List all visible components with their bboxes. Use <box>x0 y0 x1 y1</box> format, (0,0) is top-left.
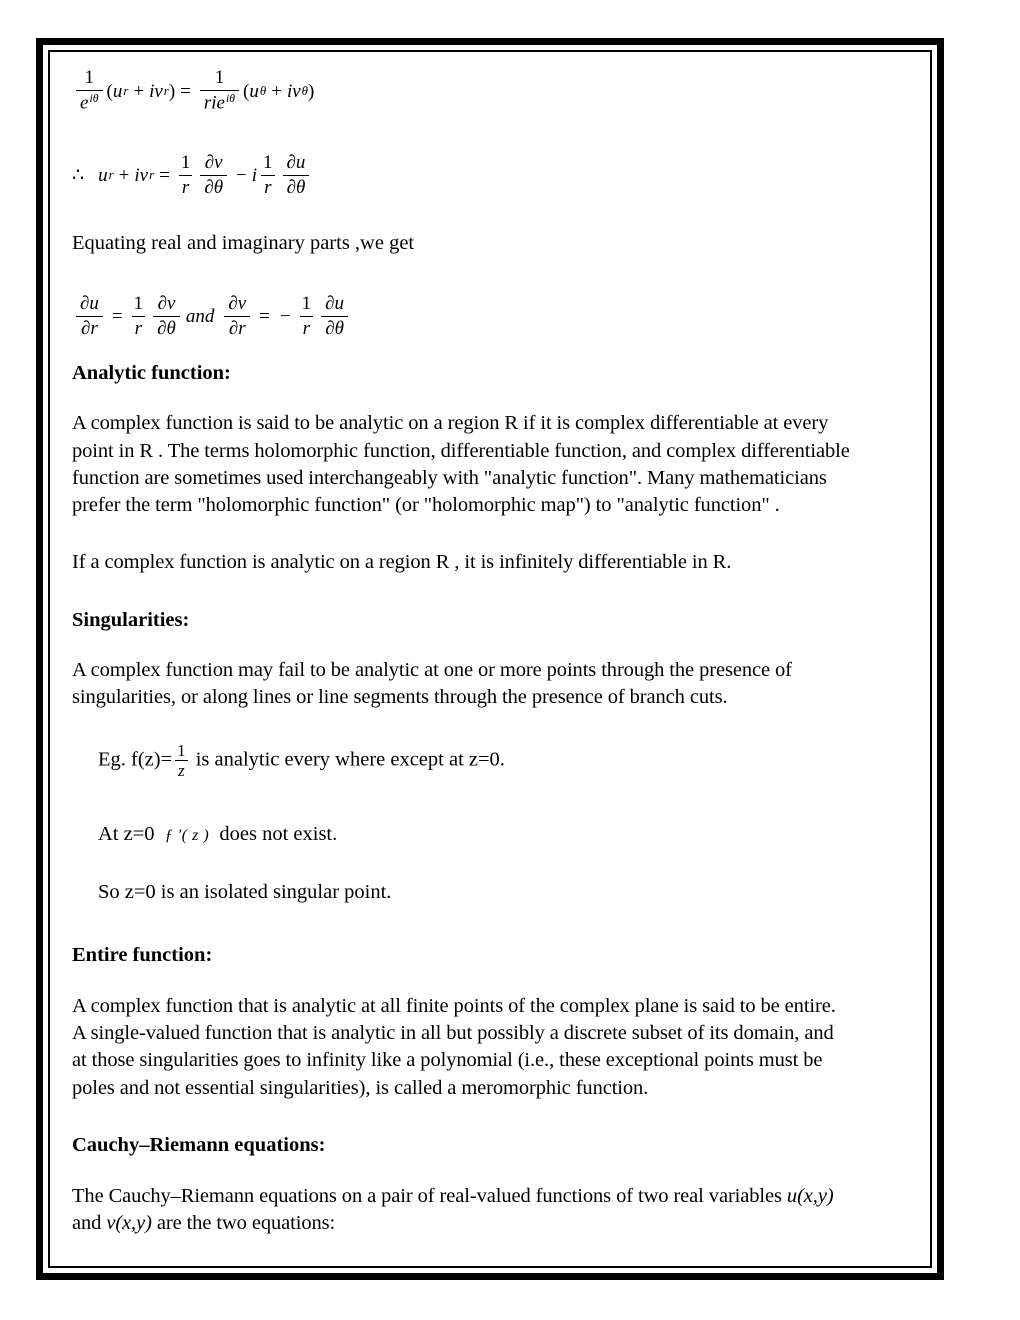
equation-2-minus: − <box>236 164 247 186</box>
numerator: ∂v <box>228 293 247 315</box>
example-suffix: is analytic every where except at z=0. <box>195 748 505 771</box>
equation-1-equals: = <box>180 80 191 102</box>
denominator: z <box>178 760 185 780</box>
fraction-bar <box>321 316 348 317</box>
equation-3-fraction-du-dr <box>76 294 103 339</box>
numerator: ∂v <box>157 293 176 315</box>
equation-3-equals-1: = <box>111 306 123 328</box>
equation-2-v-subscript: r <box>149 166 155 182</box>
equation-1-rhs-paren-close: ) <box>308 80 315 102</box>
equation-1-plus: + <box>133 80 145 102</box>
paragraph-infinitely-differentiable: If a complex function is analytic on a region R , it is infinitely differentiable in R. <box>72 551 732 574</box>
equation-1-lhs-paren-open: ( <box>106 80 113 102</box>
equation-1-rhs-u: u <box>249 80 259 102</box>
equation-1-rhs-iv: iv <box>286 80 301 102</box>
equation-1-rhs-plus: + <box>271 80 282 102</box>
equation-1-rhs-v-subscript: θ <box>301 82 308 98</box>
numerator: ∂u <box>286 151 306 173</box>
fraction-bar <box>179 175 193 176</box>
fraction-bar <box>153 316 180 317</box>
spacer <box>72 801 852 821</box>
spacer <box>72 928 852 942</box>
spacer <box>72 204 852 230</box>
cauchy-variable-u: u(x,y) <box>786 1184 834 1207</box>
example-fraction-1-over-z <box>175 742 187 779</box>
equation-1 <box>72 62 852 120</box>
equation-3-equals-2: = <box>259 306 270 328</box>
equation-2 <box>72 146 852 204</box>
fraction-bar <box>283 175 310 176</box>
equation-1-rhs-paren-open: ( <box>243 80 250 102</box>
fraction-bar <box>300 316 314 317</box>
equation-1-lhs-fraction <box>76 68 103 113</box>
equation-2-i: i <box>251 164 258 186</box>
denominator: ∂θ <box>286 176 306 198</box>
heading-entire-function: Entire function: <box>72 944 213 967</box>
denominator: r <box>264 176 272 198</box>
equation-2-u-subscript: r <box>108 166 114 182</box>
equation-2-therefore-symbol: ∴ <box>72 164 85 186</box>
denominator-exponent: iθ <box>225 92 236 106</box>
cauchy-variable-v: v(x,y) <box>106 1211 152 1234</box>
equation-1-v-subscript: r <box>163 82 169 98</box>
spacer <box>72 599 852 607</box>
numerator: ∂u <box>80 293 99 315</box>
denominator: r <box>134 318 143 340</box>
equation-1-rhs-numerator: 1 <box>214 67 225 89</box>
numerator: ∂u <box>325 293 344 315</box>
spacer <box>72 871 852 879</box>
equation-2-fraction-dv-dtheta <box>200 153 227 198</box>
denominator: ∂θ <box>204 176 224 198</box>
equation-1-rhs-fraction <box>200 68 239 113</box>
numerator: 1 <box>177 740 186 760</box>
fraction-bar <box>200 90 239 91</box>
f-prime-of-z: ƒ ′( z ) <box>164 826 210 844</box>
equation-1-iv: iv <box>149 80 163 102</box>
equation-2-plus: + <box>118 164 130 186</box>
heading-cauchy-riemann-equations: Cauchy–Riemann equations: <box>72 1133 326 1156</box>
heading-singularities: Singularities: <box>72 608 190 631</box>
at-zero-prefix: At z=0 <box>98 822 155 845</box>
equation-3-fraction-1-over-r-second <box>300 294 314 339</box>
equation-1-u: u <box>112 80 123 102</box>
equation-1-rhs-u-subscript: θ <box>259 82 267 98</box>
equating-real-imaginary-line: Equating real and imaginary parts ,we get <box>72 232 415 254</box>
spacer <box>72 120 852 146</box>
numerator: ∂v <box>204 151 223 173</box>
equation-1-u-subscript: r <box>123 82 129 98</box>
paragraph-singularities: A complex function may fail to be analytic at one or more points through the presence of singularities, or along lines or line segments through the presence of branch cuts. <box>72 659 792 709</box>
at-zero-line <box>98 821 852 849</box>
numerator: 1 <box>301 293 312 315</box>
equation-1-lhs-paren-close: ) <box>168 80 176 102</box>
denominator-base: e <box>80 92 89 114</box>
denominator: ∂θ <box>157 318 176 340</box>
denominator-base: rie <box>203 92 225 114</box>
equation-2-u: u <box>98 164 108 186</box>
equation-2-fraction-1-over-r <box>179 153 193 198</box>
cauchy-para-part3: are the two equations: <box>151 1211 336 1234</box>
spacer <box>72 541 852 549</box>
fraction-bar <box>76 90 103 91</box>
fraction-bar <box>132 316 146 317</box>
equation-1-lhs-numerator: 1 <box>84 67 94 89</box>
fraction-bar <box>261 175 275 176</box>
spacer <box>72 734 852 742</box>
cauchy-para-part1: The Cauchy–Riemann equations on a pair of real-valued functions of two real variables <box>72 1184 787 1207</box>
example-fz-line <box>98 742 852 779</box>
denominator: r <box>302 318 311 340</box>
paragraph-cauchy-riemann <box>72 1183 852 1238</box>
equation-3-fraction-1-over-r <box>132 294 146 339</box>
paragraph-analytic-function: A complex function is said to be analytic on a region R if it is complex differentiable at every point in R . The terms holomorphic function, differentiable function, and complex differentiable function are sometimes used interchangeably with "analytic function". Many mathematicians prefer the term "holomorphic function" (or "holomorphic map") to "analytic function" . <box>72 412 850 517</box>
equation-3-fraction-du-dtheta <box>321 294 348 339</box>
at-zero-suffix: does not exist. <box>219 822 338 845</box>
equation-3-and-word: and <box>185 306 215 328</box>
denominator: ∂r <box>228 318 246 340</box>
heading-analytic-function: Analytic function: <box>72 361 231 384</box>
spacer <box>72 346 852 360</box>
isolated-singular-point-line: So z=0 is an isolated singular point. <box>98 880 392 903</box>
equation-3 <box>72 288 852 346</box>
equation-2-iv: iv <box>134 164 149 186</box>
equation-3-fraction-dv-dr <box>224 294 250 339</box>
cauchy-para-part2: and <box>72 1211 107 1234</box>
equation-2-equals: = <box>159 164 170 186</box>
numerator: 1 <box>180 151 191 173</box>
denominator: r <box>181 176 190 198</box>
denominator: ∂θ <box>325 318 344 340</box>
equation-2-fraction-du-dtheta <box>283 153 310 198</box>
equation-1-rhs-denominator <box>200 93 239 113</box>
denominator: ∂r <box>81 318 98 340</box>
equation-3-fraction-dv-dtheta <box>153 294 180 339</box>
equation-2-fraction-1-over-r-second <box>261 153 275 198</box>
equation-3-minus: − <box>279 306 291 328</box>
denominator-exponent: iθ <box>89 92 99 106</box>
spacer <box>72 1124 852 1132</box>
spacer <box>72 280 852 288</box>
fraction-bar <box>224 316 250 317</box>
fraction-bar <box>76 316 103 317</box>
numerator: 1 <box>263 151 273 173</box>
numerator: 1 <box>133 293 144 315</box>
document-content <box>72 62 852 1259</box>
equation-1-lhs-denominator <box>76 93 103 113</box>
paragraph-entire-function: A complex function that is analytic at all finite points of the complex plane is said to be entire. A single-valued function that is analytic in all but possibly a discrete subset of its domain, and at those singularities goes to infinity like a polynomial (i.e., these exceptional points must be poles and not essential singularities), is called a meromorphic function. <box>72 994 836 1099</box>
fraction-bar <box>200 175 227 176</box>
example-prefix: Eg. f(z)= <box>98 748 173 771</box>
